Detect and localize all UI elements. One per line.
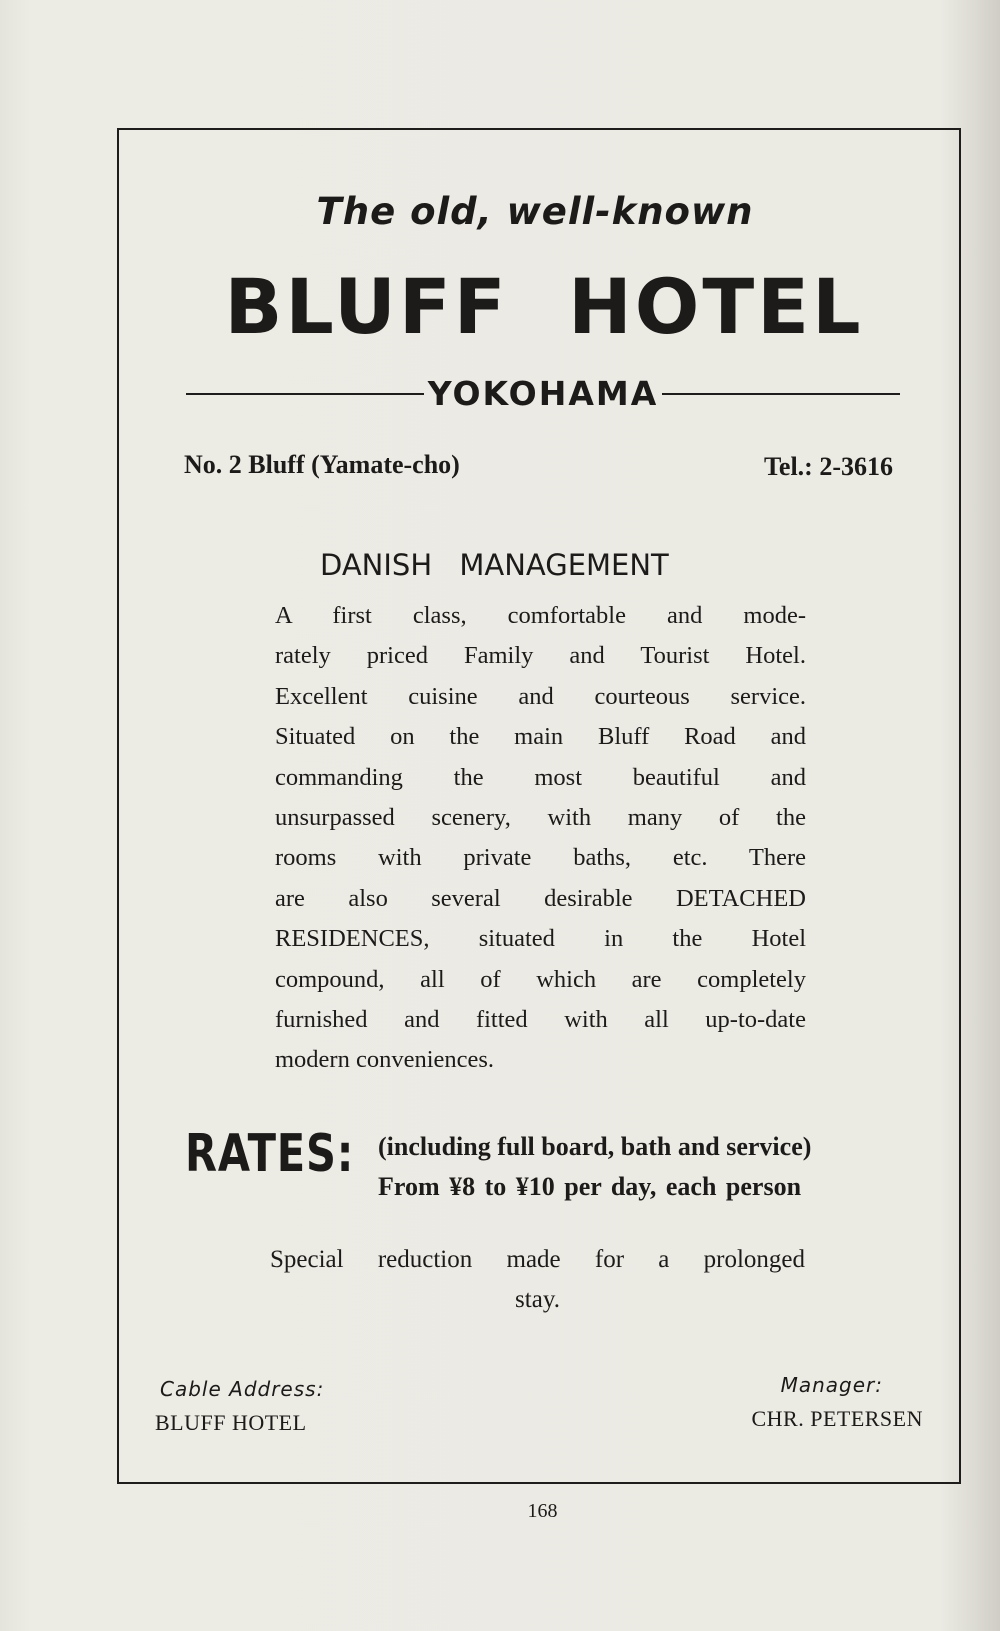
description-line: Excellent cuisine and courteous service. [275,682,806,710]
description-line: are also several desirable DETACHED [275,884,806,912]
hotel-name-heading: BLUFF HOTEL [224,262,864,351]
city-row [186,374,900,413]
reduction-line: stay. [515,1286,560,1313]
description-line: A first class, comfortable and mode- [275,602,806,629]
cable-address-value: BLUFF HOTEL [155,1410,307,1435]
description-line: modern conveniences. [275,1046,495,1074]
description-line: rately priced Family and Tourist Hotel. [275,642,806,670]
rates-heading: RATES: [185,1124,355,1184]
description-line: Situated on the main Bluff Road and [275,723,806,751]
description-line: unsurpassed scenery, with many of the [275,803,806,831]
reduction-note [270,1240,805,1320]
description-line: rooms with private baths, etc. There [275,844,806,872]
management-heading: DANISH MANAGEMENT [320,548,669,582]
rates-terms: (including full board, bath and service) [378,1132,812,1161]
street-address [184,450,460,480]
rates-price: From ¥8 to ¥10 per day, each person [378,1172,802,1201]
description-line: commanding the most beautiful and [275,763,806,791]
page-number: 168 [527,1500,558,1522]
city-name: YOKOHAMA [427,374,659,413]
reduction-line: Special reduction made for a prolonged [270,1246,805,1273]
cable-address-label: Cable Address: [160,1377,325,1401]
left-rule-divider [186,393,424,395]
address-text: No. 2 Bluff (Yamate-cho) [184,450,460,479]
description-line: RESIDENCES, situated in the Hotel [275,925,806,953]
description-line: compound, all of which are completely [275,965,806,993]
telephone-number: Tel.: 2-3616 [763,452,893,481]
tagline: The old, well-known [316,190,754,233]
manager-label: Manager: [780,1373,883,1397]
manager-name: CHR. PETERSEN [751,1406,923,1431]
description-paragraph [275,596,806,1081]
right-rule-divider [662,393,900,395]
description-line: furnished and fitted with all up-to-date [275,1005,806,1033]
